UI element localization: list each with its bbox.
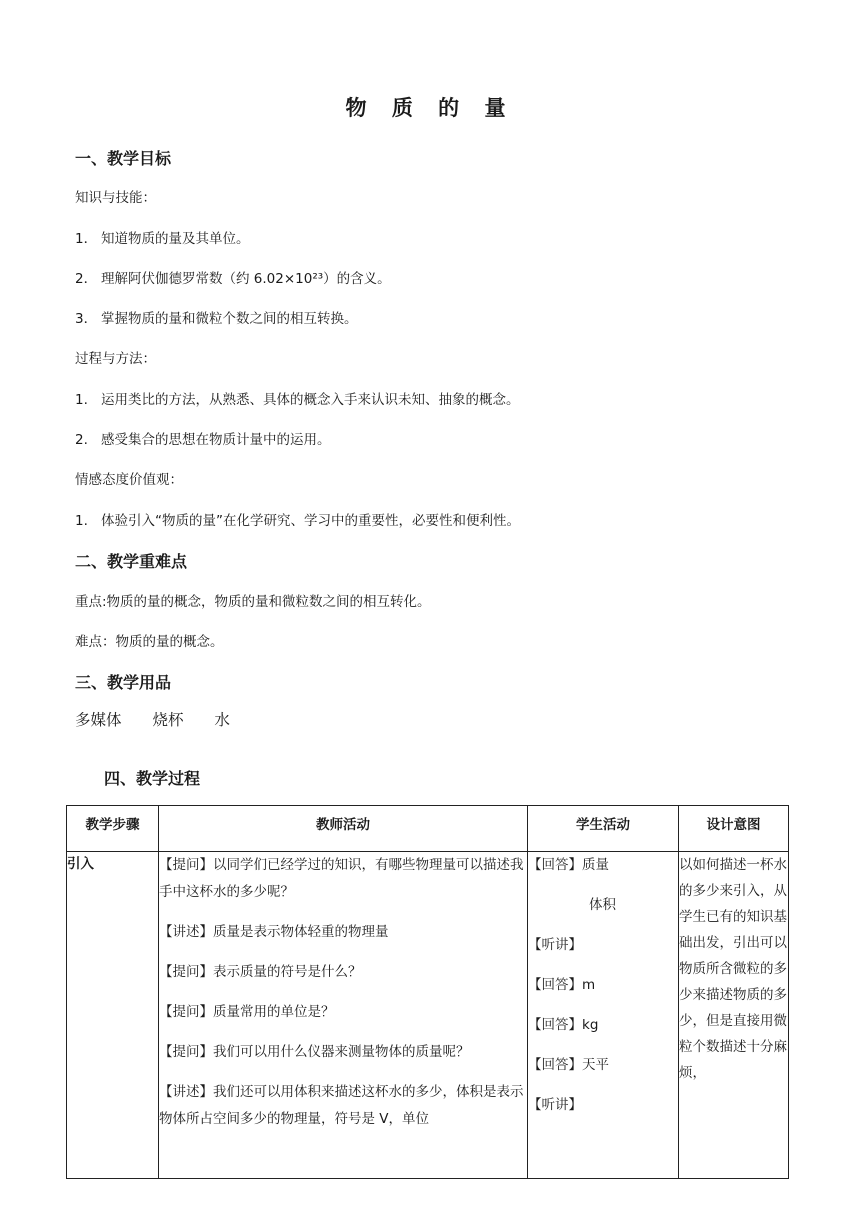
student-line: 【听讲】 bbox=[528, 1097, 582, 1113]
teacher-activity-cell bbox=[159, 852, 528, 1179]
table-header-row bbox=[67, 806, 789, 852]
teacher-line: 【提问】质量常用的单位是？ bbox=[159, 1004, 335, 1020]
section-heading-process: 四、教学过程 bbox=[104, 769, 201, 788]
emotion-label: 情感态度价值观： bbox=[75, 472, 183, 488]
item-text: 知道物质的量及其单位。 bbox=[101, 231, 250, 247]
column-header: 学生活动 bbox=[528, 806, 679, 852]
knowledge-item bbox=[75, 227, 250, 247]
teacher-line: 【讲述】我们还可以用体积来描述这杯水的多少，体积是表示物体所占空间多少的物理量，符号是 V，单位 bbox=[159, 1084, 524, 1127]
item-text: 理解阿伏伽德罗常数（约 6.02×10²³）的含义。 bbox=[101, 271, 391, 287]
knowledge-item bbox=[75, 307, 358, 327]
item-text: 体验引入“物质的量”在化学研究、学习中的重要性，必要性和便利性。 bbox=[101, 513, 520, 529]
process-label: 过程与方法： bbox=[75, 351, 156, 367]
student-line: 【回答】质量 bbox=[528, 857, 609, 873]
item-text: 感受集合的思想在物质计量中的运用。 bbox=[101, 432, 331, 448]
item-number: 1. bbox=[75, 392, 88, 408]
item-text: 掌握物质的量和微粒个数之间的相互转换。 bbox=[101, 311, 358, 327]
teacher-line: 【讲述】质量是表示物体轻重的物理量 bbox=[159, 924, 389, 940]
knowledge-item bbox=[75, 267, 391, 287]
item-number: 1. bbox=[75, 513, 88, 529]
supply-item: 水 bbox=[214, 711, 230, 729]
column-header: 教学步骤 bbox=[67, 806, 159, 852]
student-line: 【回答】天平 bbox=[528, 1057, 609, 1073]
item-number: 2． bbox=[75, 271, 98, 287]
student-line: 【听讲】 bbox=[528, 937, 582, 953]
supplies-list bbox=[75, 708, 256, 730]
section-heading-goals: 一、教学目标 bbox=[75, 149, 172, 168]
knowledge-label: 知识与技能： bbox=[75, 190, 156, 206]
process-item bbox=[75, 428, 331, 448]
difficulty-text: 难点：物质的量的概念。 bbox=[75, 634, 224, 650]
column-header: 设计意图 bbox=[679, 806, 789, 852]
student-line: 体积 bbox=[589, 897, 616, 913]
supply-item: 多媒体 bbox=[75, 711, 122, 729]
item-text: 运用类比的方法，从熟悉、具体的概念入手来认识未知、抽象的概念。 bbox=[101, 392, 520, 408]
step-cell: 引入 bbox=[67, 852, 159, 1179]
student-line: 【回答】kg bbox=[528, 1017, 599, 1033]
document-title: 物 质 的 量 bbox=[345, 96, 515, 120]
section-heading-supplies: 三、教学用品 bbox=[75, 673, 172, 692]
section-heading-key-points: 二、教学重难点 bbox=[75, 552, 188, 571]
student-line: 【回答】m bbox=[528, 977, 596, 993]
teacher-line: 【提问】我们可以用什么仪器来测量物体的质量呢？ bbox=[159, 1044, 470, 1060]
process-item bbox=[75, 388, 520, 408]
item-number: 2. bbox=[75, 432, 88, 448]
emotion-item bbox=[75, 509, 520, 529]
focus-text: 重点:物质的量的概念，物质的量和微粒数之间的相互转化。 bbox=[75, 594, 431, 610]
column-header: 教师活动 bbox=[159, 806, 528, 852]
teacher-line: 【提问】表示质量的符号是什么？ bbox=[159, 964, 362, 980]
table-row bbox=[67, 852, 789, 1179]
teacher-line: 【提问】以同学们已经学过的知识，有哪些物理量可以描述我手中这杯水的多少呢？ bbox=[159, 857, 524, 900]
teaching-process-table bbox=[66, 805, 789, 1179]
item-number: 3． bbox=[75, 311, 98, 327]
item-number: 1． bbox=[75, 231, 98, 247]
supply-item: 烧杯 bbox=[152, 711, 184, 729]
design-intent-cell: 以如何描述一杯水的多少来引入，从学生已有的知识基础出发，引出可以物质所含微粒的多少来描述物质的多少，但是直接用微粒个数描述十分麻烦， bbox=[679, 852, 789, 1179]
student-activity-cell bbox=[528, 852, 679, 1179]
